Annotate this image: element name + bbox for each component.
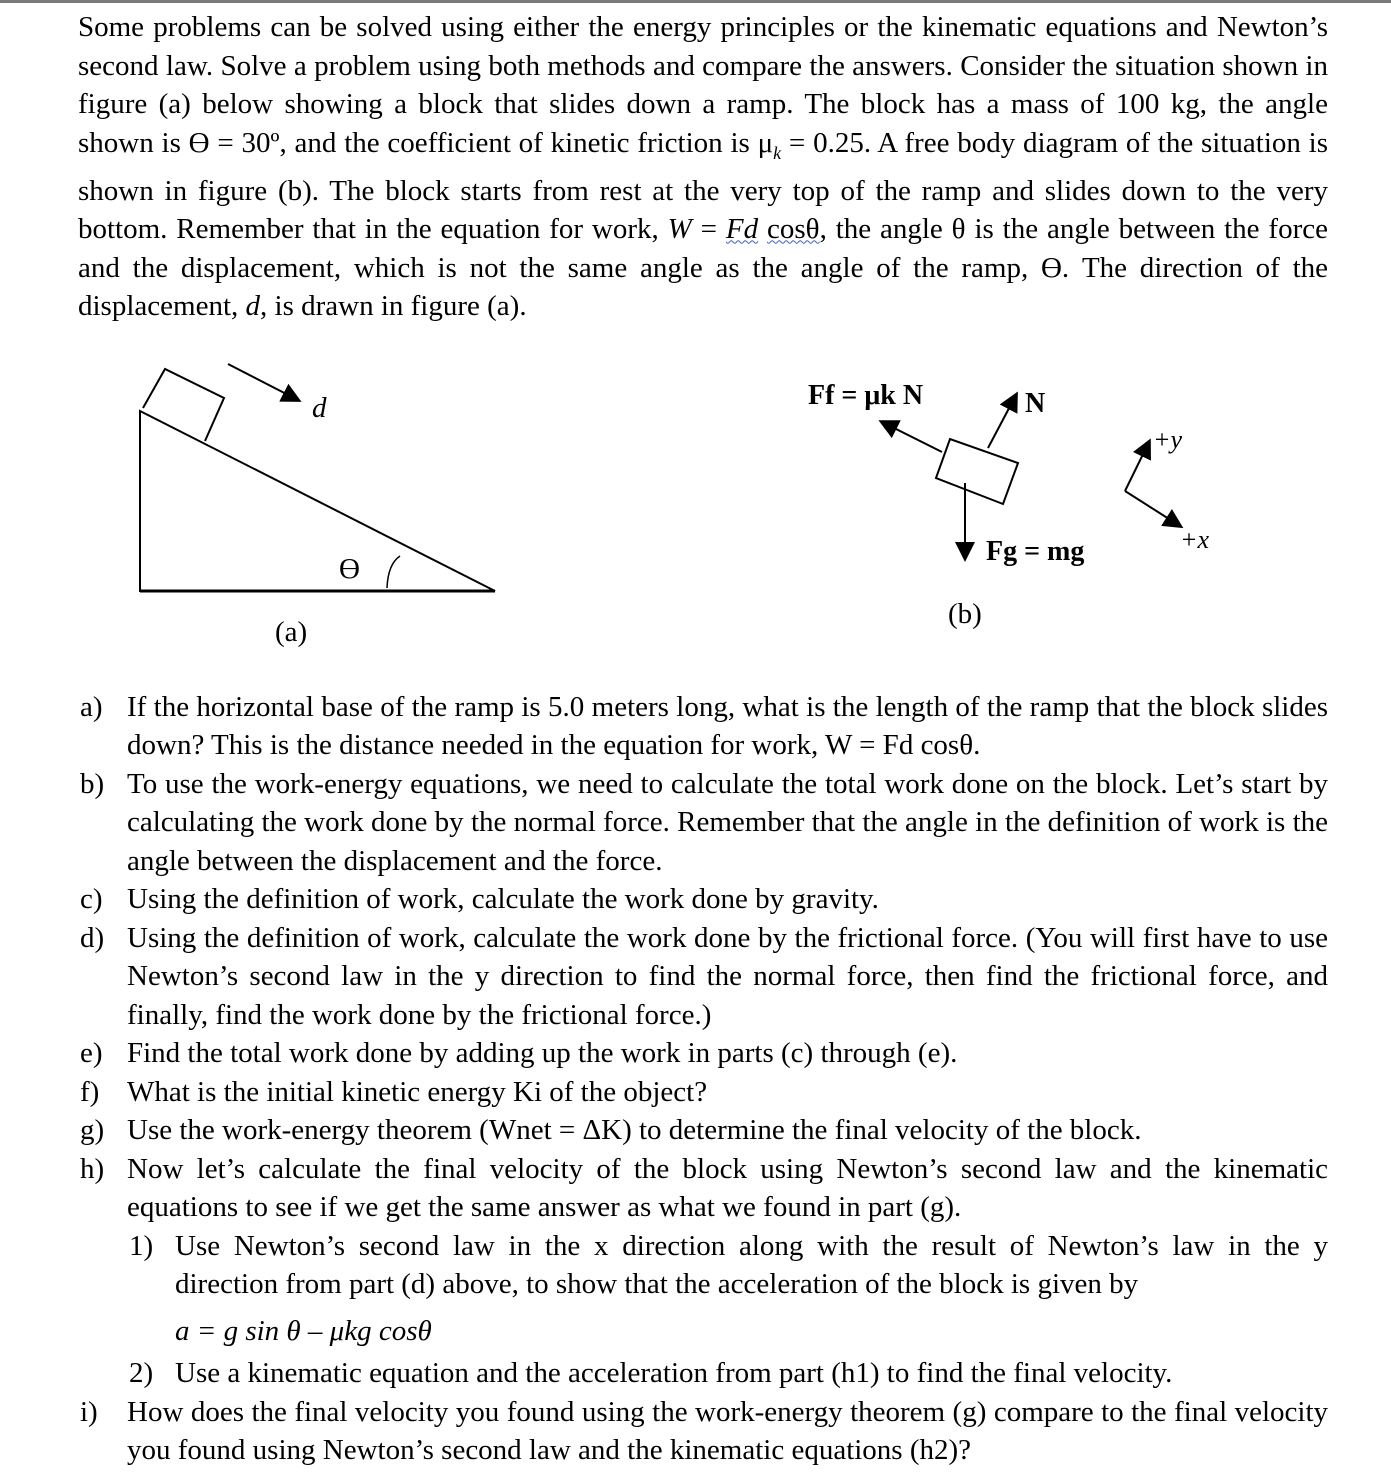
figures (78, 326, 1328, 688)
question-item (78, 1034, 1328, 1073)
question-text: If the horizontal base of the ramp is 5.0 meters long, what is the length of the ramp that the block slides down? This is the distance needed in the equation for work, W = Fd cosθ. (127, 690, 1328, 762)
document-page (78, 8, 1328, 1470)
intro-paragraph (78, 8, 1328, 326)
block-a (143, 369, 224, 441)
question-item (78, 880, 1328, 919)
d-symbol: d (245, 290, 261, 323)
sub-question-marker: 1) (129, 1229, 154, 1262)
friction-arrow (882, 422, 942, 452)
question-marker: c) (80, 883, 103, 916)
question-list (78, 688, 1328, 1470)
d-label: d (312, 391, 327, 424)
question-item (78, 1393, 1328, 1470)
sub-question-text: Use a kinematic equation and the acceleration from part (h1) to find the final velocity. (175, 1357, 1173, 1390)
intro-text-4: , is drawn in figure (a). (260, 290, 527, 323)
work-symbol: W (667, 213, 692, 246)
friction-label: Ff = μk N (808, 379, 924, 411)
question-text: Use the work-energy theorem (Wnet = ΔK) to determine the final velocity of the block. (127, 1114, 1142, 1147)
sub-question-list (127, 1227, 1328, 1393)
theta-arc (387, 556, 400, 588)
figure-b (882, 395, 1180, 558)
block-b (936, 439, 1018, 504)
sub-question-item (127, 1354, 1328, 1393)
theta-label: ϴ (339, 552, 360, 585)
caption-b: (b) (948, 597, 982, 630)
question-text: Now let’s calculate the final velocity of the block using Newton’s second law and the kinematic equations to see if we get the same answer as what we found in part (g). (127, 1152, 1328, 1224)
gravity-label: Fg = mg (986, 535, 1085, 567)
question-marker: f) (80, 1075, 100, 1108)
top-border (0, 0, 1391, 3)
d-arrow (228, 364, 298, 400)
ramp-triangle (140, 411, 495, 591)
question-text: To use the work-energy equations, we need to calculate the total work done on the block. Let’s start by calculating the work done by the normal force. Remember that the angle in the definition of work is the angle between the displacement and the force. (127, 767, 1328, 877)
question-text: Find the total work done by adding up the work in parts (c) through (e). (127, 1037, 958, 1070)
cos-theta: cosθ (767, 213, 820, 246)
plus-y-label: +y (1153, 424, 1183, 454)
question-item (78, 1150, 1328, 1393)
mu-subscript: k (773, 142, 782, 163)
question-text: How does the final velocity you found using the work-energy theorem (g) compare to the final velocity you found using Newton’s second law and the kinematic equations (h2)? (127, 1395, 1328, 1467)
question-text: Using the definition of work, calculate the work done by gravity. (127, 883, 879, 916)
x-axis-arrow (1125, 491, 1180, 526)
normal-label: N (1025, 387, 1046, 419)
intro-text-3: , the angle θ is the angle between the force and the displacement, which is not the same angle as the angle of the ramp, ϴ. The direction of the displacement, (78, 213, 1328, 323)
intro-text-1: Some problems can be solved using either the energy principles or the kinematic equations and Newton’s second law. Solve a problem using both methods and compare the answers. Consider the situation shown in figure (a) below showing a block that slides down a ramp. The block has a mass of 100 kg, the angle shown is ϴ = 30º, and the coefficient of kinetic friction is μ (78, 11, 1328, 159)
question-marker: e) (80, 1037, 103, 1070)
intro-text-2: = 0.25. A free body diagram of the situation is shown in figure (b). The block starts from rest at the very top of the ramp and slides down to the very bottom. Remember that in the equation for work, (78, 126, 1329, 246)
fd-symbol: Fd (725, 213, 759, 246)
question-marker: a) (80, 690, 103, 723)
normal-arrow (988, 395, 1016, 448)
caption-a: (a) (275, 615, 308, 648)
question-marker: i) (80, 1395, 98, 1428)
acceleration-equation: a = g sin θ – μkg cosθ (175, 1314, 432, 1347)
question-text: Using the definition of work, calculate the work done by the frictional force. (You will first have to use Newton’s second law in the y direction to find the normal force, then find the frictional force, and finally, find the work done by the frictional force.) (127, 921, 1328, 1031)
y-axis-arrow (1125, 442, 1149, 491)
question-item (78, 1073, 1328, 1112)
equals: = (691, 213, 726, 246)
sub-question-item (127, 1227, 1328, 1355)
question-item (78, 765, 1328, 881)
question-marker: d) (80, 921, 105, 954)
question-item (78, 688, 1328, 765)
question-text: What is the initial kinetic energy Ki of the object? (127, 1075, 708, 1108)
sub-question-marker: 2) (129, 1357, 154, 1390)
question-marker: h) (80, 1152, 105, 1185)
sub-question-text: Use Newton’s second law in the x direction along with the result of Newton’s law in the y direction from part (d) above, to show that the acceleration of the block is given by (175, 1229, 1328, 1301)
question-marker: b) (80, 767, 105, 800)
plus-x-label: +x (1180, 524, 1210, 554)
question-marker: g) (80, 1114, 105, 1147)
question-item (78, 1111, 1328, 1150)
question-item (78, 919, 1328, 1035)
ramp-figures (0, 326, 1391, 688)
